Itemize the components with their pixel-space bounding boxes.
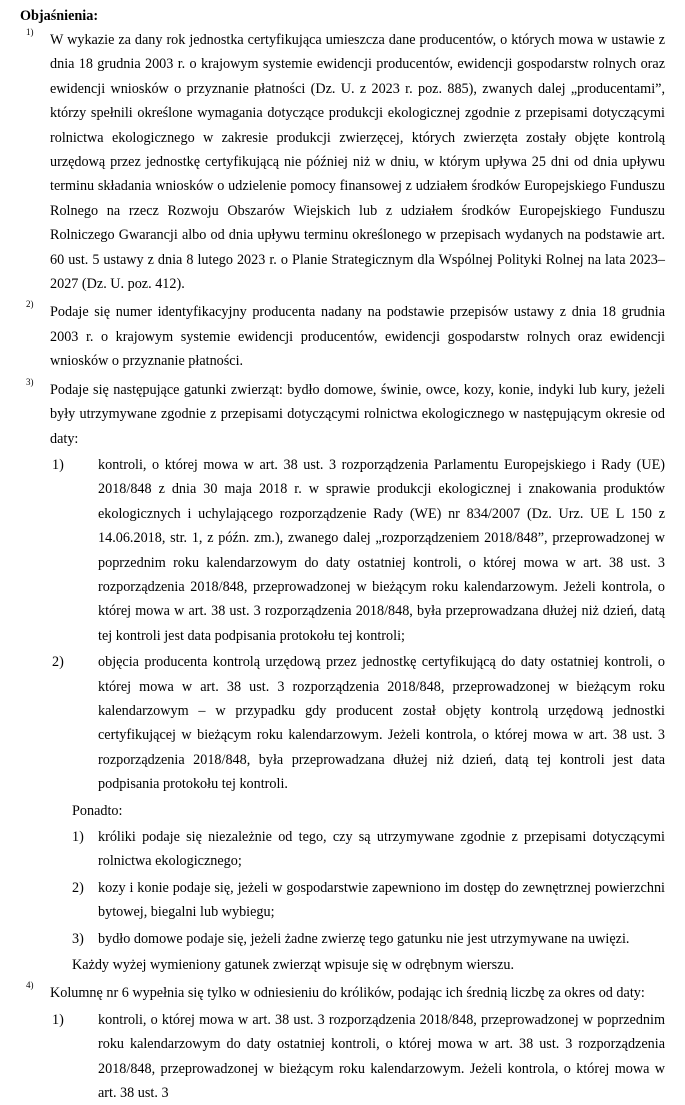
footnote-3: [20, 378, 665, 978]
sublist-item-text: kozy i konie podaje się, jeżeli w gospodarstwie zapewniono im dostęp do zewnętrznej powierzchni bytowej, biegalni lub wybiegu;: [98, 879, 665, 921]
list-item-text: kontroli, o której mowa w art. 38 ust. 3 rozporządzenia Parlamentu Europejskiego i Rady (UE) 2018/848 z dnia 30 maja 2018 r. w sprawie produkcji ekologicznej i znakowania produktów ekologicznych i uchylającego rozporządzenie Rady (WE) nr 834/2007 (Dz. Urz. UE L 150 z 14.06.2018, str. 1, z późn. zm.), zwanego dalej „rozporządzeniem 2018/848”, przeprowadzonej w poprzednim roku kalendarzowym do daty ostatniej kontroli, o której mowa w art. 38 ust. 3 rozporządzenia 2018/848, przeprowadzonej w bieżącym roku kalendarzowym. Jeżeli kontrola, o której mowa w art. 38 ust. 3 rozporządzenia 2018/848, była przeprowadzana dłużej niż dzień, datą tej kontroli jest data podpisania protokołu tej kontroli;: [98, 456, 665, 644]
footnote-text: Podaje się numer identyfikacyjny producenta nadany na podstawie przepisów ustawy z dnia 18 grudnia 2003 r. o krajowym systemie ewidencji producentów, ewidencji gospodarstw rolnych oraz ewidencji wniosków o przyznanie płatności.: [50, 304, 665, 370]
footnote-4: [20, 981, 665, 1105]
sublist-item: [72, 927, 665, 951]
footnote-text: Kolumnę nr 6 wypełnia się tylko w odniesieniu do królików, podając ich średnią liczbę za okres od daty:: [50, 985, 645, 1002]
footnote-mark: 3): [26, 376, 34, 387]
list-item-text: objęcia producenta kontrolą urzędową przez jednostkę certyfikującą do daty ostatniej kontroli, o której mowa w art. 38 ust. 3 rozporządzenia 2018/848, przeprowadzonej w bieżącym roku kalendarzowym – w przypadku gdy producent został objęty kontrolą urzędową jednostki certyfikującej w bieżącym roku kalendarzowym. Jeżeli kontrola, o której mowa w art. 38 ust. 3 rozporządzenia 2018/848, była przeprowadzana dłużej niż dzień, datą tej kontroli jest data podpisania protokołu tej kontroli.: [98, 654, 665, 793]
list-item: [50, 453, 665, 648]
closing-note: Każdy wyżej wymieniony gatunek zwierząt wpisuje się w odrębnym wierszu.: [72, 957, 515, 974]
sublist-item-text: bydło domowe podaje się, jeżeli żadne zwierzę tego gatunku nie jest utrzymywane na uwięzi.: [98, 930, 630, 947]
list-item-number: 1): [52, 456, 64, 473]
list-item-text: kontroli, o której mowa w art. 38 ust. 3 rozporządzenia 2018/848, przeprowadzonej w poprzednim roku kalendarzowym do daty ostatniej kontroli, o której mowa w art. 38 ust. 3 rozporządzenia 2018/848, przeprowadzonej w bieżącym roku kalendarzowym. Jeżeli kontrola, o której mowa w art. 38 ust. 3: [98, 1011, 665, 1102]
heading: Objaśnienia:: [20, 8, 99, 24]
sublist-item: [72, 825, 665, 874]
sublist-item-number: 3): [72, 930, 84, 947]
footnote-mark: 1): [26, 27, 34, 37]
sublist-item-number: 2): [72, 879, 84, 896]
footnote-text: W wykazie za dany rok jednostka certyfikująca umieszcza dane producentów, o których mowa w ustawie z dnia 18 grudnia 2003 r. o krajowym systemie ewidencji producentów, ewidencji gospodarstw rolnych oraz ewidencji wniosków o przyznanie płatności (Dz. U. z 2023 r. poz. 885), zwanych dalej „producentami”, którzy spełnili określone wymagania dotyczące produkcji ekologicznej zgodnie z przepisami dotyczącymi rolnictwa ekologicznego w zakresie produkcji zwierzęcej, których zwierzęta zostały objęte kontrolą urzędową przez jednostkę certyfikującą nie później niż w dniu, w którym upływa 25 dni od dnia upływu terminu składania wniosków o udzielenie pomocy finansowej z udziałem środków Europejskiego Funduszu Rolnego na rzecz Rozwoju Obszarów Wiejskich lub z udziałem środków Europejskiego Funduszu Rolniczego Gwarancji albo od dnia upływu terminu określonego w przepisach wydanych na podstawie art. 60 ust. 5 ustawy z dnia 8 lutego 2023 r. o Planie Strategicznym dla Wspólnej Polityki Rolnej na lata 2023–2027 (Dz. U. poz. 412).: [50, 32, 665, 293]
list-item-number: 1): [52, 1011, 64, 1028]
list-item-number: 2): [52, 654, 64, 671]
sublist-item-text: króliki podaje się niezależnie od tego, czy są utrzymywane zgodnie z przepisami dotyczącymi rolnictwa ekologicznego;: [98, 829, 665, 870]
sublist-item: [72, 876, 665, 925]
footnote-mark: 4): [26, 980, 34, 991]
footnote-1: [20, 28, 665, 296]
list-item: [50, 650, 665, 796]
footnote-text: Podaje się następujące gatunki zwierząt: bydło domowe, świnie, owce, kozy, konie, indyki lub kury, jeżeli były utrzymywane zgodnie z przepisami dotyczącymi rolnictwa ekologicznego w następującym okresie od daty:: [50, 381, 665, 447]
footnote-mark: 2): [26, 299, 34, 310]
footnote-2: [20, 300, 665, 373]
ponadto-label: Ponadto:: [72, 802, 123, 819]
sublist-item-number: 1): [72, 829, 84, 845]
sublist: [72, 825, 665, 951]
list-item: [50, 1008, 665, 1105]
